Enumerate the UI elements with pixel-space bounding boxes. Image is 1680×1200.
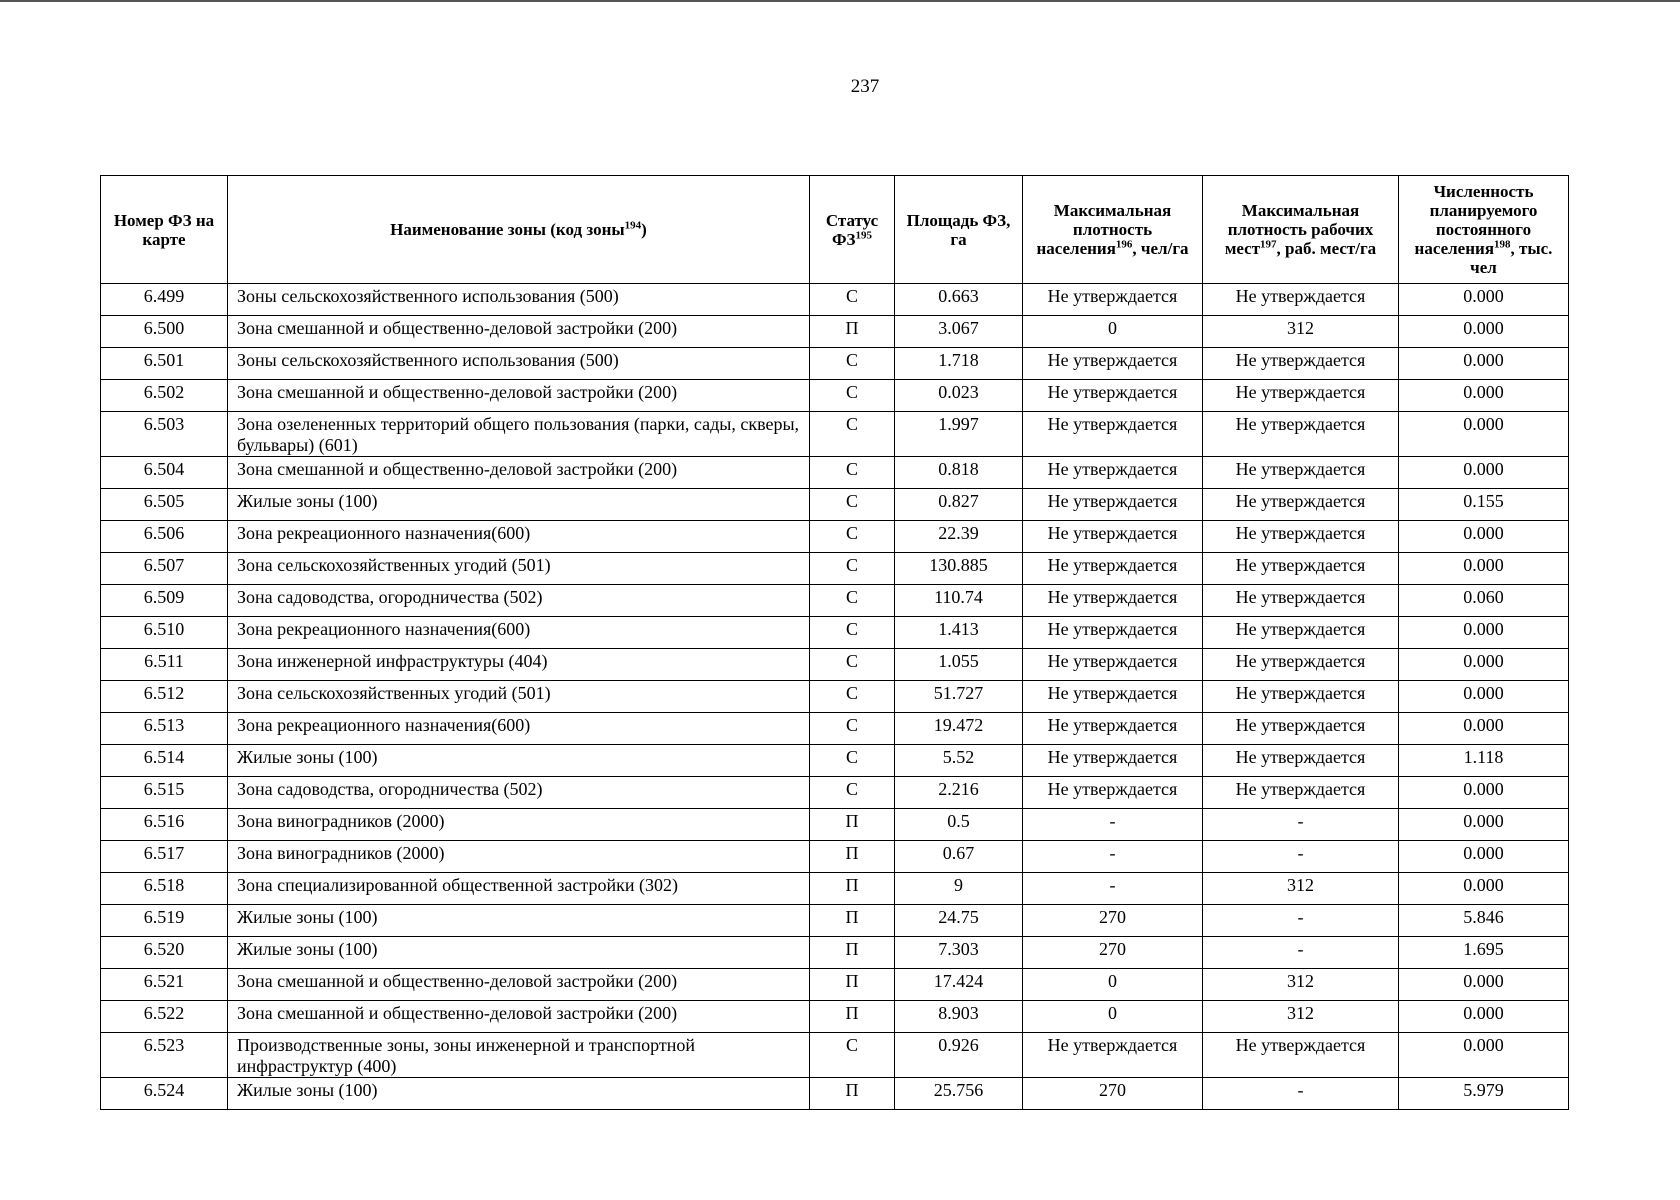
zone-number-cell: 6.524 <box>101 1078 228 1110</box>
zone-name-cell: Зона смешанной и общественно-деловой застройки (200) <box>228 1001 810 1033</box>
table-row <box>101 937 1569 969</box>
population-density-cell: Не утверждается <box>1023 284 1203 316</box>
population-density-cell: Не утверждается <box>1023 521 1203 553</box>
page-number: 237 <box>850 76 880 97</box>
zone-name-cell: Зона садоводства, огородничества (502) <box>228 777 810 809</box>
zone-number-cell: 6.500 <box>101 316 228 348</box>
zone-number-cell: 6.513 <box>101 713 228 745</box>
col-header-zone-number: Номер ФЗ на карте <box>101 176 228 284</box>
zone-number-cell: 6.502 <box>101 380 228 412</box>
planned-population-cell: 0.000 <box>1399 316 1569 348</box>
zone-number-cell: 6.507 <box>101 553 228 585</box>
zone-name-cell: Зона рекреационного назначения(600) <box>228 521 810 553</box>
zone-name-cell: Зона смешанной и общественно-деловой застройки (200) <box>228 969 810 1001</box>
table-row <box>101 1078 1569 1110</box>
zone-name-cell: Зона смешанной и общественно-деловой застройки (200) <box>228 457 810 489</box>
zone-name-cell: Зоны сельскохозяйственного использования (500) <box>228 348 810 380</box>
area-cell: 0.67 <box>895 841 1023 873</box>
zone-name-cell: Зоны сельскохозяйственного использования (500) <box>228 284 810 316</box>
population-density-cell: Не утверждается <box>1023 553 1203 585</box>
population-density-cell: Не утверждается <box>1023 617 1203 649</box>
status-cell: С <box>810 521 895 553</box>
area-cell: 25.756 <box>895 1078 1023 1110</box>
jobs-density-cell: Не утверждается <box>1203 412 1399 457</box>
zone-number-cell: 6.522 <box>101 1001 228 1033</box>
table-row <box>101 969 1569 1001</box>
planned-population-cell: 5.846 <box>1399 905 1569 937</box>
planned-population-cell: 0.000 <box>1399 617 1569 649</box>
zone-name-cell: Зона рекреационного назначения(600) <box>228 617 810 649</box>
zone-name-cell: Зона виноградников (2000) <box>228 809 810 841</box>
population-density-cell: Не утверждается <box>1023 380 1203 412</box>
status-cell: С <box>810 489 895 521</box>
jobs-density-cell: Не утверждается <box>1203 489 1399 521</box>
population-density-cell: - <box>1023 841 1203 873</box>
area-cell: 24.75 <box>895 905 1023 937</box>
col-header-population-density: Максимальная плотность населения$^{196}$, чел/га <box>1023 176 1203 284</box>
area-cell: 1.997 <box>895 412 1023 457</box>
planned-population-cell: 0.000 <box>1399 1001 1569 1033</box>
table-row <box>101 553 1569 585</box>
planned-population-cell: 0.000 <box>1399 873 1569 905</box>
zone-number-cell: 6.518 <box>101 873 228 905</box>
jobs-density-cell: - <box>1203 841 1399 873</box>
zone-name-cell: Зона сельскохозяйственных угодий (501) <box>228 681 810 713</box>
table-row <box>101 617 1569 649</box>
status-cell: С <box>810 745 895 777</box>
area-cell: 1.055 <box>895 649 1023 681</box>
planned-population-cell: 0.000 <box>1399 457 1569 489</box>
zone-name-cell: Зона специализированной общественной застройки (302) <box>228 873 810 905</box>
table-row <box>101 457 1569 489</box>
status-cell: С <box>810 380 895 412</box>
population-density-cell: Не утверждается <box>1023 649 1203 681</box>
status-cell: П <box>810 905 895 937</box>
planned-population-cell: 0.060 <box>1399 585 1569 617</box>
zone-name-cell: Производственные зоны, зоны инженерной и транспортной инфраструктур (400) <box>228 1033 810 1078</box>
status-cell: П <box>810 969 895 1001</box>
status-cell: С <box>810 348 895 380</box>
planned-population-cell: 0.000 <box>1399 969 1569 1001</box>
planned-population-cell: 0.155 <box>1399 489 1569 521</box>
planned-population-cell: 0.000 <box>1399 553 1569 585</box>
area-cell: 9 <box>895 873 1023 905</box>
table-row <box>101 681 1569 713</box>
status-cell: С <box>810 1033 895 1078</box>
population-density-cell: - <box>1023 873 1203 905</box>
zone-number-cell: 6.510 <box>101 617 228 649</box>
jobs-density-cell: - <box>1203 937 1399 969</box>
population-density-cell: 0 <box>1023 1001 1203 1033</box>
jobs-density-cell: Не утверждается <box>1203 649 1399 681</box>
area-cell: 2.216 <box>895 777 1023 809</box>
zone-number-cell: 6.521 <box>101 969 228 1001</box>
col-header-status: Статус ФЗ$^{195}$ <box>810 176 895 284</box>
area-cell: 0.926 <box>895 1033 1023 1078</box>
jobs-density-cell: Не утверждается <box>1203 585 1399 617</box>
zone-number-cell: 6.511 <box>101 649 228 681</box>
jobs-density-cell: Не утверждается <box>1203 457 1399 489</box>
zone-number-cell: 6.506 <box>101 521 228 553</box>
zone-name-cell: Жилые зоны (100) <box>228 937 810 969</box>
status-cell: С <box>810 649 895 681</box>
status-cell: С <box>810 713 895 745</box>
jobs-density-cell: 312 <box>1203 873 1399 905</box>
population-density-cell: Не утверждается <box>1023 681 1203 713</box>
planned-population-cell: 0.000 <box>1399 521 1569 553</box>
area-cell: 1.413 <box>895 617 1023 649</box>
jobs-density-cell: Не утверждается <box>1203 284 1399 316</box>
population-density-cell: 270 <box>1023 937 1203 969</box>
table-row <box>101 713 1569 745</box>
zone-number-cell: 6.512 <box>101 681 228 713</box>
population-density-cell: 0 <box>1023 969 1203 1001</box>
table-row <box>101 1033 1569 1078</box>
planned-population-cell: 0.000 <box>1399 713 1569 745</box>
jobs-density-cell: Не утверждается <box>1203 713 1399 745</box>
zone-name-cell: Жилые зоны (100) <box>228 905 810 937</box>
population-density-cell: Не утверждается <box>1023 585 1203 617</box>
table-row <box>101 649 1569 681</box>
col-header-area: Площадь ФЗ, га <box>895 176 1023 284</box>
top-rule <box>0 0 1680 2</box>
zone-name-cell: Зона инженерной инфраструктуры (404) <box>228 649 810 681</box>
zone-number-cell: 6.520 <box>101 937 228 969</box>
planned-population-cell: 5.979 <box>1399 1078 1569 1110</box>
jobs-density-cell: Не утверждается <box>1203 777 1399 809</box>
area-cell: 3.067 <box>895 316 1023 348</box>
status-cell: С <box>810 681 895 713</box>
planned-population-cell: 1.695 <box>1399 937 1569 969</box>
population-density-cell: 0 <box>1023 316 1203 348</box>
planned-population-cell: 0.000 <box>1399 412 1569 457</box>
table-row <box>101 809 1569 841</box>
zone-number-cell: 6.516 <box>101 809 228 841</box>
planned-population-cell: 0.000 <box>1399 284 1569 316</box>
planned-population-cell: 1.118 <box>1399 745 1569 777</box>
area-cell: 0.5 <box>895 809 1023 841</box>
zone-number-cell: 6.519 <box>101 905 228 937</box>
population-density-cell: Не утверждается <box>1023 713 1203 745</box>
status-cell: С <box>810 585 895 617</box>
zone-name-cell: Зона озелененных территорий общего пользования (парки, сады, скверы, бульвары) (601) <box>228 412 810 457</box>
zone-name-cell: Зона смешанной и общественно-деловой застройки (200) <box>228 316 810 348</box>
status-cell: П <box>810 1001 895 1033</box>
zones-table <box>100 175 1569 1110</box>
status-cell: П <box>810 316 895 348</box>
population-density-cell: Не утверждается <box>1023 1033 1203 1078</box>
jobs-density-cell: - <box>1203 809 1399 841</box>
table-row <box>101 521 1569 553</box>
table-row <box>101 348 1569 380</box>
area-cell: 0.023 <box>895 380 1023 412</box>
jobs-density-cell: Не утверждается <box>1203 380 1399 412</box>
col-header-planned-population: Численность планируемого постоянного населения$^{198}$, тыс. чел <box>1399 176 1569 284</box>
zone-number-cell: 6.504 <box>101 457 228 489</box>
zone-number-cell: 6.503 <box>101 412 228 457</box>
area-cell: 5.52 <box>895 745 1023 777</box>
jobs-density-cell: - <box>1203 1078 1399 1110</box>
zone-number-cell: 6.509 <box>101 585 228 617</box>
area-cell: 22.39 <box>895 521 1023 553</box>
area-cell: 1.718 <box>895 348 1023 380</box>
col-header-jobs-density: Максимальная плотность рабочих мест$^{197}$, раб. мест/га <box>1203 176 1399 284</box>
table-row <box>101 1001 1569 1033</box>
population-density-cell: Не утверждается <box>1023 457 1203 489</box>
jobs-density-cell: Не утверждается <box>1203 617 1399 649</box>
status-cell: С <box>810 457 895 489</box>
jobs-density-cell: 312 <box>1203 969 1399 1001</box>
population-density-cell: Не утверждается <box>1023 412 1203 457</box>
jobs-density-cell: - <box>1203 905 1399 937</box>
status-cell: П <box>810 873 895 905</box>
area-cell: 0.827 <box>895 489 1023 521</box>
jobs-density-cell: Не утверждается <box>1203 1033 1399 1078</box>
status-cell: С <box>810 412 895 457</box>
status-cell: П <box>810 937 895 969</box>
area-cell: 130.885 <box>895 553 1023 585</box>
planned-population-cell: 0.000 <box>1399 841 1569 873</box>
zone-number-cell: 6.505 <box>101 489 228 521</box>
status-cell: С <box>810 777 895 809</box>
table-row <box>101 316 1569 348</box>
population-density-cell: 270 <box>1023 1078 1203 1110</box>
header-row <box>101 176 1569 284</box>
zone-number-cell: 6.515 <box>101 777 228 809</box>
zone-number-cell: 6.517 <box>101 841 228 873</box>
population-density-cell: Не утверждается <box>1023 348 1203 380</box>
table-row <box>101 284 1569 316</box>
population-density-cell: Не утверждается <box>1023 777 1203 809</box>
area-cell: 110.74 <box>895 585 1023 617</box>
area-cell: 0.818 <box>895 457 1023 489</box>
area-cell: 17.424 <box>895 969 1023 1001</box>
planned-population-cell: 0.000 <box>1399 809 1569 841</box>
jobs-density-cell: Не утверждается <box>1203 681 1399 713</box>
table-row <box>101 873 1569 905</box>
jobs-density-cell: Не утверждается <box>1203 521 1399 553</box>
zone-name-cell: Жилые зоны (100) <box>228 745 810 777</box>
area-cell: 19.472 <box>895 713 1023 745</box>
table-row <box>101 412 1569 457</box>
planned-population-cell: 0.000 <box>1399 380 1569 412</box>
status-cell: С <box>810 553 895 585</box>
jobs-density-cell: Не утверждается <box>1203 348 1399 380</box>
status-cell: П <box>810 841 895 873</box>
zones-table-body <box>101 284 1569 1110</box>
planned-population-cell: 0.000 <box>1399 681 1569 713</box>
area-cell: 7.303 <box>895 937 1023 969</box>
population-density-cell: Не утверждается <box>1023 489 1203 521</box>
area-cell: 0.663 <box>895 284 1023 316</box>
planned-population-cell: 0.000 <box>1399 777 1569 809</box>
table-row <box>101 841 1569 873</box>
table-row <box>101 585 1569 617</box>
status-cell: П <box>810 1078 895 1110</box>
planned-population-cell: 0.000 <box>1399 649 1569 681</box>
planned-population-cell: 0.000 <box>1399 348 1569 380</box>
zone-name-cell: Зона рекреационного назначения(600) <box>228 713 810 745</box>
zone-number-cell: 6.523 <box>101 1033 228 1078</box>
col-header-zone-name: Наименование зоны (код зоны$^{194}$) <box>228 176 810 284</box>
planned-population-cell: 0.000 <box>1399 1033 1569 1078</box>
zone-name-cell: Зона сельскохозяйственных угодий (501) <box>228 553 810 585</box>
jobs-density-cell: 312 <box>1203 1001 1399 1033</box>
table-row <box>101 745 1569 777</box>
zone-name-cell: Жилые зоны (100) <box>228 489 810 521</box>
area-cell: 51.727 <box>895 681 1023 713</box>
population-density-cell: - <box>1023 809 1203 841</box>
zone-name-cell: Зона смешанной и общественно-деловой застройки (200) <box>228 380 810 412</box>
zone-name-cell: Жилые зоны (100) <box>228 1078 810 1110</box>
population-density-cell: Не утверждается <box>1023 745 1203 777</box>
zone-number-cell: 6.499 <box>101 284 228 316</box>
zone-number-cell: 6.514 <box>101 745 228 777</box>
table-row <box>101 777 1569 809</box>
zone-name-cell: Зона садоводства, огородничества (502) <box>228 585 810 617</box>
table-row <box>101 905 1569 937</box>
zone-number-cell: 6.501 <box>101 348 228 380</box>
status-cell: С <box>810 617 895 649</box>
table-row <box>101 489 1569 521</box>
zone-name-cell: Зона виноградников (2000) <box>228 841 810 873</box>
population-density-cell: 270 <box>1023 905 1203 937</box>
status-cell: П <box>810 809 895 841</box>
jobs-density-cell: 312 <box>1203 316 1399 348</box>
jobs-density-cell: Не утверждается <box>1203 553 1399 585</box>
status-cell: С <box>810 284 895 316</box>
table-row <box>101 380 1569 412</box>
jobs-density-cell: Не утверждается <box>1203 745 1399 777</box>
area-cell: 8.903 <box>895 1001 1023 1033</box>
